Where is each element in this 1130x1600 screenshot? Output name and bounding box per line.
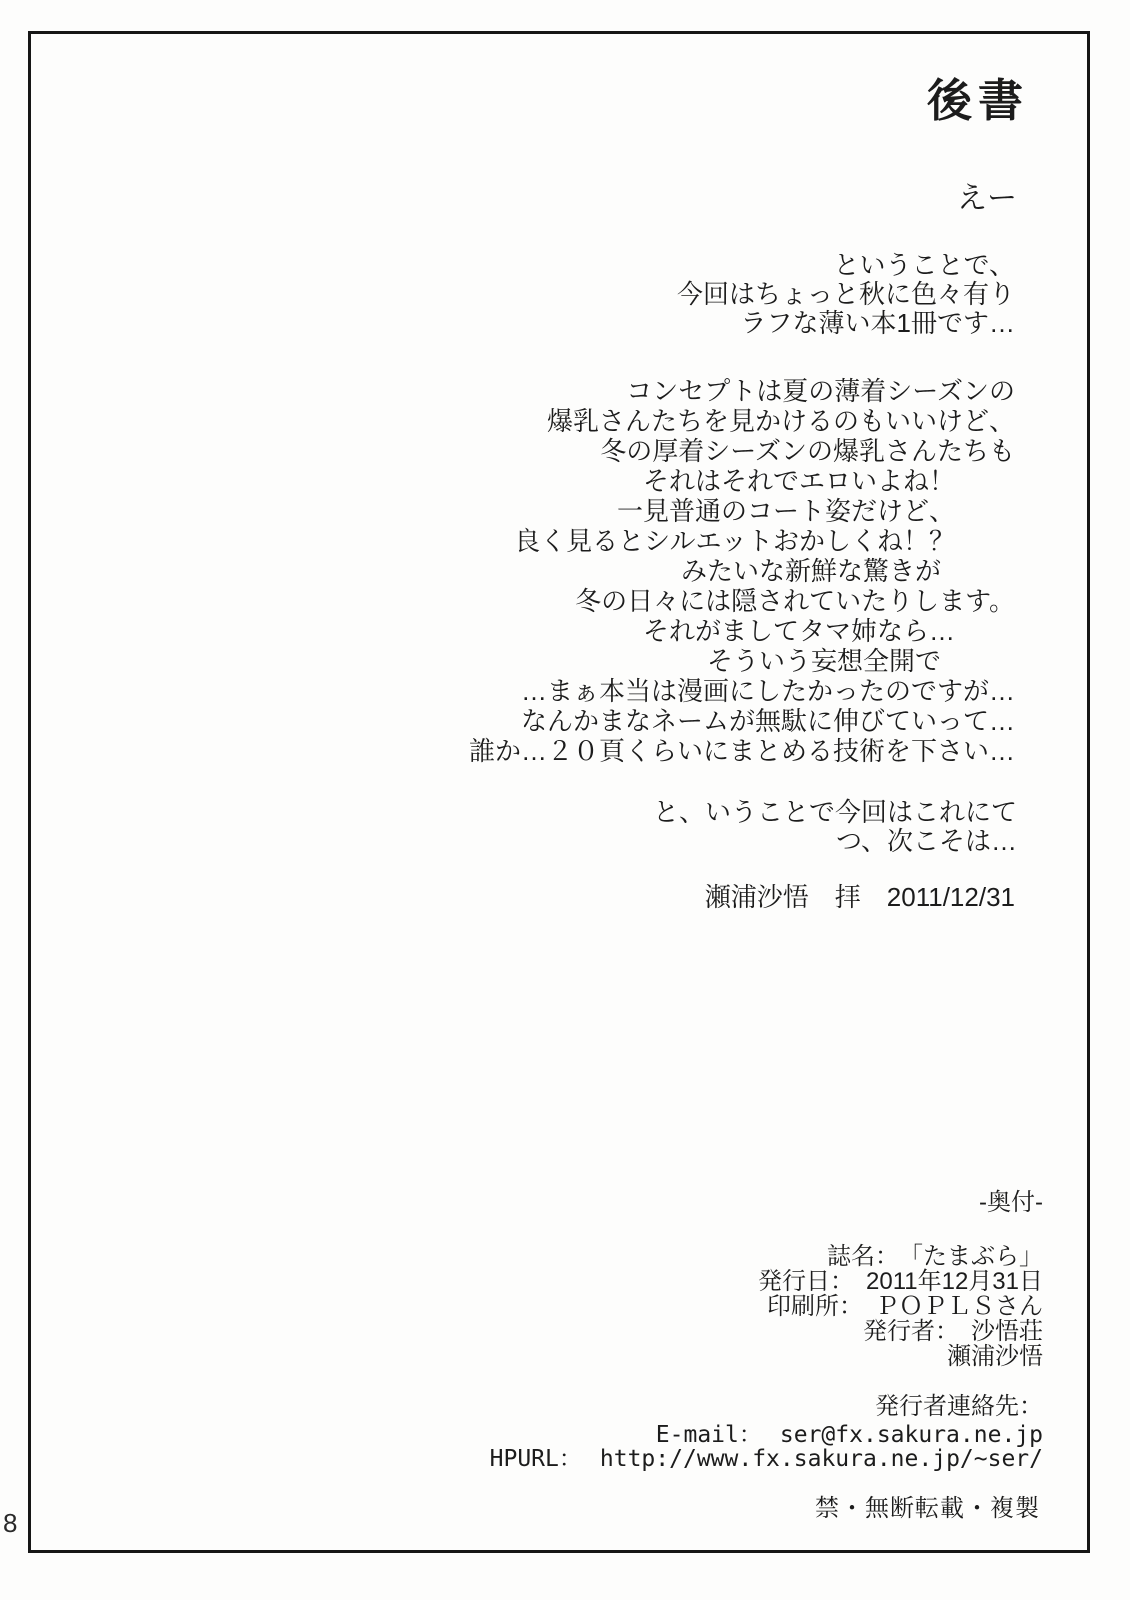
text-line: 一見普通のコート姿だけど、 xyxy=(616,496,955,526)
colophon-line-printer: 印刷所： ＰＯＰＬＳさん xyxy=(767,1293,1043,1320)
afterword-paragraph-1 xyxy=(71,251,1015,338)
colophon-details xyxy=(71,1244,1043,1369)
afterword-paragraph-3 xyxy=(71,798,1017,856)
text-line: 冬の日々には隠されていたりします。 xyxy=(575,586,1015,616)
hpurl-label: HPURL： xyxy=(489,1446,582,1472)
colophon-line-publisher: 発行者： 沙悟荘 xyxy=(863,1318,1043,1345)
colophon-line-author: 瀬浦沙悟 xyxy=(947,1343,1043,1370)
text-line: なんかまなネームが無駄に伸びていって… xyxy=(520,706,1015,736)
text-line: 冬の厚着シーズンの爆乳さんたちも xyxy=(600,436,1015,466)
text-line: ということで、 xyxy=(833,250,1015,280)
text-line: コンセプトは夏の薄着シーズンの xyxy=(626,376,1015,406)
text-line: それはそれでエロいよね！ xyxy=(642,466,955,496)
reproduction-notice: 禁・無断転載・複製 xyxy=(815,1495,1040,1522)
text-line: それがましてタマ姉なら… xyxy=(642,616,955,646)
colophon-line-date: 発行日： 2011年12月31日 xyxy=(758,1268,1043,1295)
text-line: 今回はちょっと秋に色々有り xyxy=(676,279,1015,309)
afterword-opening: えー xyxy=(957,182,1017,215)
email-address: ser@fx.sakura.ne.jp xyxy=(779,1422,1043,1448)
text-line: 誰か…２０頁くらいにまとめる技術を下さい… xyxy=(468,736,1015,766)
text-line: みたいな新鮮な驚きが xyxy=(680,556,941,586)
page-title: 後書 xyxy=(926,75,1029,126)
author-signature: 瀬浦沙悟 拝 2011/12/31 xyxy=(704,882,1015,912)
page-border-frame xyxy=(28,31,1090,1553)
text-line: つ、次こそは… xyxy=(836,826,1017,856)
email-label: E-mail： xyxy=(655,1422,762,1448)
afterword-paragraph-2 xyxy=(71,376,1015,766)
contact-email-line xyxy=(71,1424,1043,1447)
text-line: 爆乳さんたちを見かけるのもいいけど、 xyxy=(546,406,1015,436)
contact-hpurl-line xyxy=(71,1448,1043,1471)
text-line: と、いうことで今回はこれにて xyxy=(652,797,1017,827)
text-line: そういう妄想全開で xyxy=(706,646,941,676)
colophon-line-title: 誌名： 「たまぶら」 xyxy=(827,1243,1043,1270)
page-number: 8 xyxy=(3,1508,18,1538)
colophon-heading: -奥付- xyxy=(979,1189,1043,1216)
text-line: ラフな薄い本1冊です… xyxy=(740,308,1015,338)
hpurl-address: http://www.fx.sakura.ne.jp/~ser/ xyxy=(599,1446,1043,1472)
text-line: 良く見るとシルエットおかしくね！？ xyxy=(514,526,955,556)
contact-heading: 発行者連絡先： xyxy=(875,1393,1043,1420)
text-line: …まぁ本当は漫画にしたかったのですが… xyxy=(520,676,1015,706)
